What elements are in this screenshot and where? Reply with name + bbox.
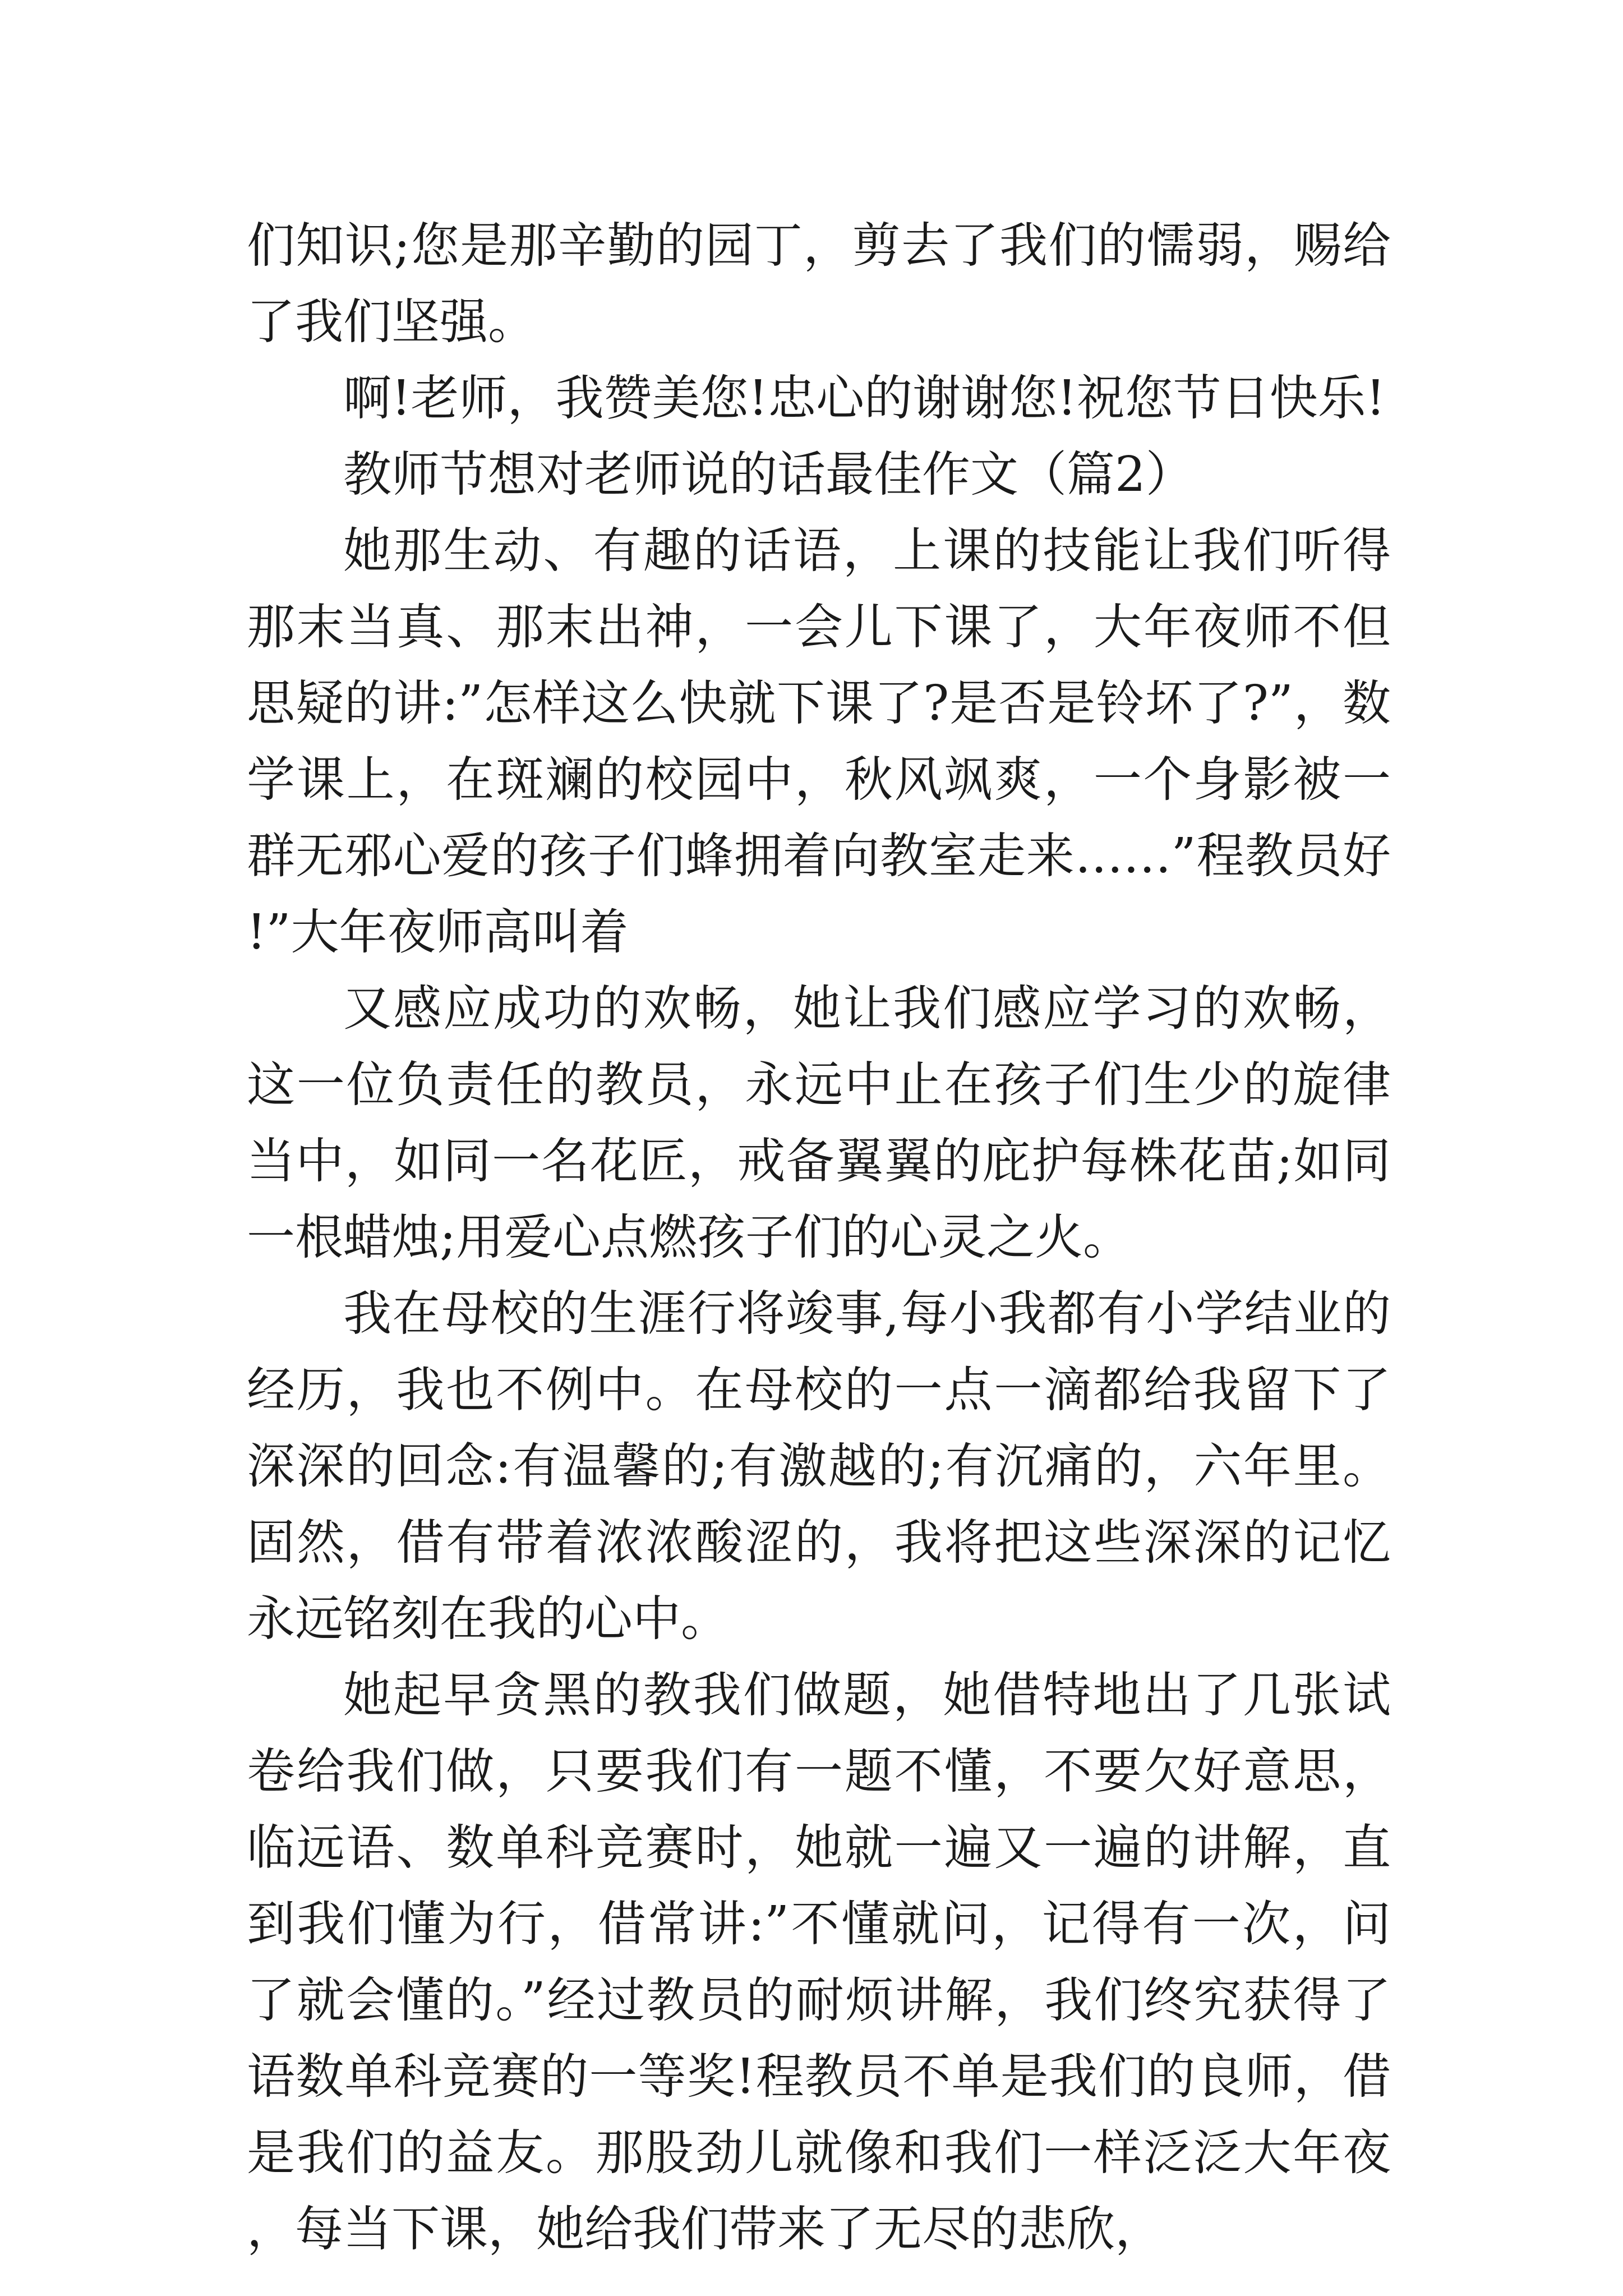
paragraph-1: 们知识;您是那辛勤的园丁，剪去了我们的懦弱，赐给了我们坚强。 (247, 218, 1391, 350)
paragraph-6: 她起早贪黑的教我们做题，她借特地出了几张试卷给我们做，只要我们有一题不懂，不要欠好意思，临远语、数单科竞赛时，她就一遍又一遍的讲解，直到我们懂为行，借常讲:”不懂就问，记得有一次，问了就会懂的。”经过教员的耐烦讲解，我们终究获得了语数单科竞赛的一等奖!程教员不单是我们的良师，借是我们的益友。那股劲儿就像和我们一样泛泛大年夜，每当下课，她给我们带来了无尽的悲欣， (247, 1667, 1391, 2257)
paragraph-4: 又感应成功的欢畅，她让我们感应学习的欢畅，这一位负责任的教员，永远中止在孩子们生少的旋律当中，如同一名花匠，戒备翼翼的庇护每株花苗;如同一根蜡烛;用爱心点燃孩子们的心灵之火。 (247, 981, 1391, 1266)
paragraph-2: 啊!老师，我赞美您!忠心的谢谢您!祝您节日快乐! (343, 370, 1386, 426)
document-body (247, 208, 1391, 2267)
paragraph-5: 我在母校的生涯行将竣事,每小我都有小学结业的经历，我也不例中。在母校的一点一滴都给我留下了深深的回念:有温馨的;有激越的;有沉痛的，六年里。固然，借有带着浓浓酸涩的，我将把这些深深的记忆永远铭刻在我的心中。 (247, 1286, 1391, 1647)
paragraph-3: 她那生动、有趣的话语，上课的技能让我们听得那末当真、那末出神，一会儿下课了，大年夜师不但思疑的讲:”怎样这么快就下课了?是否是铃坏了?”，数学课上，在斑斓的校园中，秋风飒爽，一个身影被一群无邪心爱的孩子们蜂拥着向教室走来……”程教员好!”大年夜师高叫着 (247, 523, 1391, 960)
section-heading: 教师节想对老师说的话最佳作文（篇2） (343, 447, 1194, 503)
